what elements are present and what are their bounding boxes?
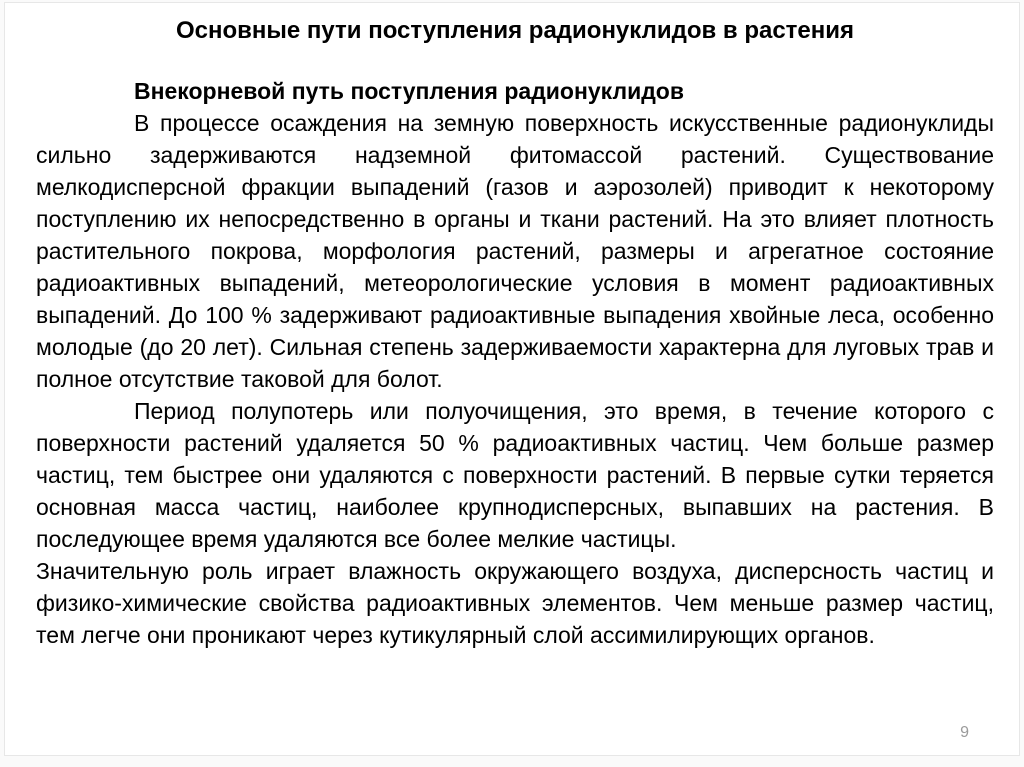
slide-body xyxy=(36,75,994,651)
slide-title: Основные пути поступления радионуклидов в растения xyxy=(175,17,855,44)
body-paragraph-foliar-deposition: В процессе осаждения на земную поверхность искусственные радионуклиды сильно задерживаются надземной фитомассой растений. Существование мелкодисперсной фракции выпадений (газов и аэрозолей) приводит к некоторому поступлению их непосредственно в органы и ткани растений. На это влияет плотность растительного покрова, морфология растений, размеры и агрегатное состояние радиоактивных выпадений, метеорологические условия в момент радиоактивных выпадений. До 100 % задерживают радиоактивные выпадения хвойные леса, особенно молодые (до 20 лет). Сильная степень задерживаемости характерна для луговых трав и полное отсутствие таковой для болот. xyxy=(36,110,994,392)
slide-subtitle: Внекорневой путь поступления радионуклидов xyxy=(134,78,684,104)
slide xyxy=(4,2,1020,756)
body-paragraph-humidity-dispersion: Значительную роль играет влажность окружающего воздуха, дисперсность частиц и физико-химические свойства радиоактивных элементов. Чем меньше размер частиц, тем легче они проникают через кутикулярный слой ассимилирующих органов. xyxy=(36,558,994,648)
page-number: 9 xyxy=(960,724,969,741)
body-paragraph-half-loss-period: Период полупотерь или полуочищения, это время, в течение которого с поверхности растений удаляется 50 % радиоактивных частиц. Чем больше размер частиц, тем быстрее они удаляются с поверхности растений. В первые сутки теряется основная масса частиц, наиболее крупнодисперсных, выпавших на растения. В последующее время удаляются все более мелкие частицы. xyxy=(36,398,994,552)
